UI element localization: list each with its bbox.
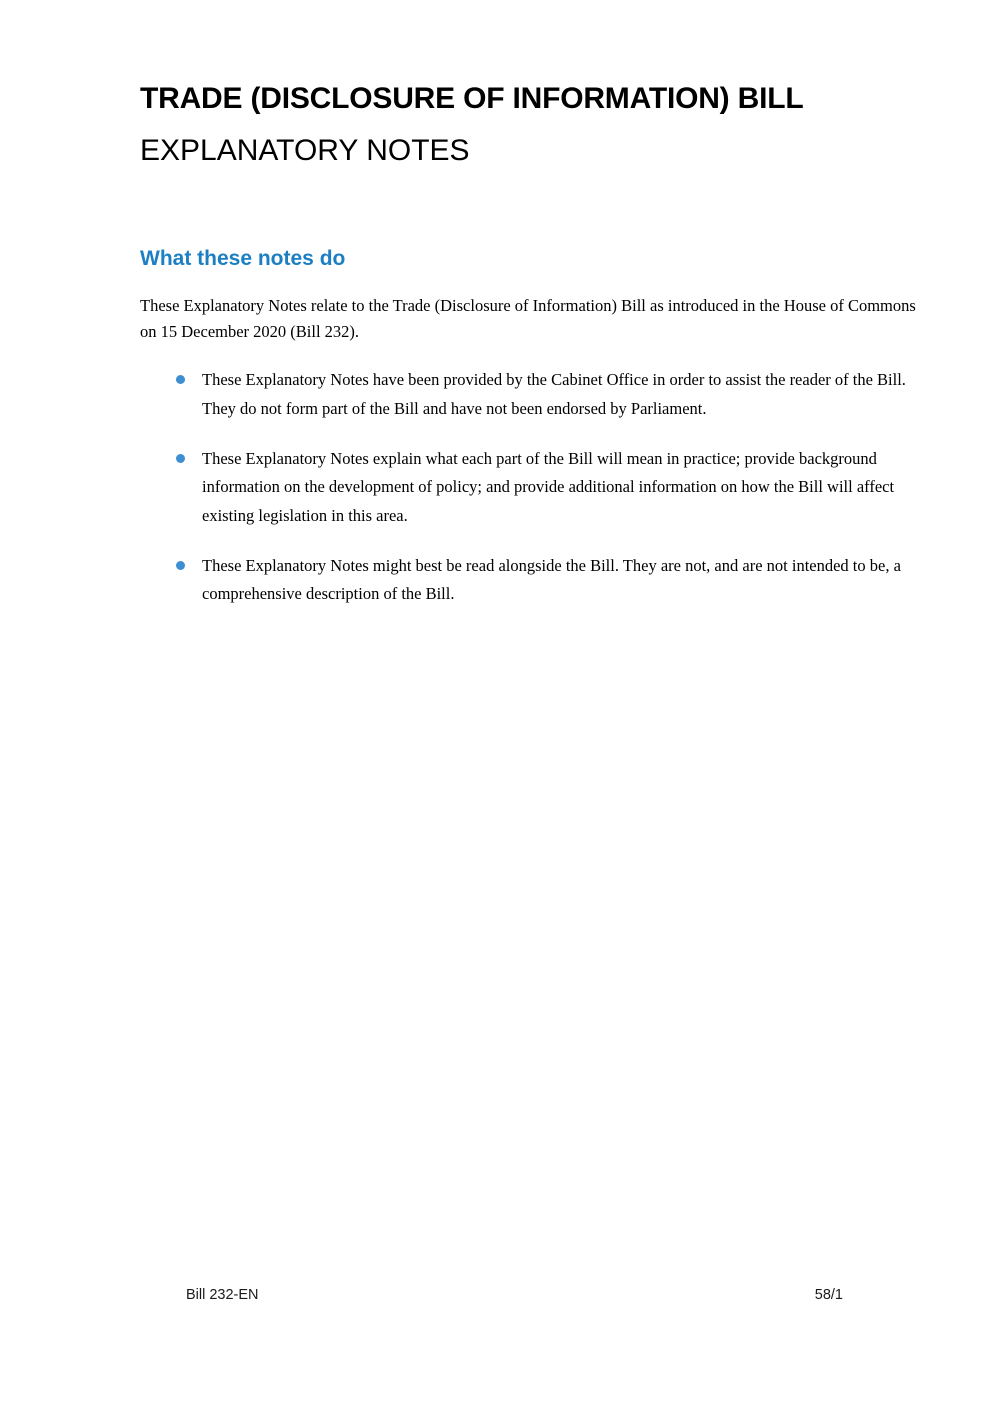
list-item-text: These Explanatory Notes explain what each part of the Bill will mean in practice; provide background information on the development of policy; and provide additional information on how the Bill will affect existing legislation in this area.	[202, 448, 895, 525]
page-subtitle: EXPLANATORY NOTES	[140, 133, 470, 167]
list-item-text: These Explanatory Notes have been provided by the Cabinet Office in order to assist the reader of the Bill. They do not form part of the Bill and have not been endorsed by Parliament.	[202, 370, 906, 418]
list-item-text: These Explanatory Notes might best be read alongside the Bill. They are not, and are not intended to be, a comprehensive description of the Bill.	[202, 556, 901, 604]
footer-bill-reference: Bill 232-EN	[186, 1287, 259, 1303]
page-footer	[186, 1287, 843, 1303]
section-heading-what-these-notes-do: What these notes do	[140, 247, 346, 270]
bullet-dot-icon	[176, 454, 185, 463]
list-item	[140, 366, 930, 423]
footer-page-number: 58/1	[814, 1287, 843, 1303]
intro-paragraph: These Explanatory Notes relate to the Trade (Disclosure of Information) Bill as introduced in the House of Commons on 15 December 2020 (Bill 232).	[140, 296, 916, 341]
bullet-dot-icon	[176, 375, 185, 384]
bullet-dot-icon	[176, 561, 185, 570]
list-item	[140, 552, 930, 609]
notes-bullet-list	[140, 366, 906, 609]
document-body	[140, 80, 916, 631]
page-title: TRADE (DISCLOSURE OF INFORMATION) BILL	[140, 82, 804, 115]
list-item	[140, 445, 930, 530]
